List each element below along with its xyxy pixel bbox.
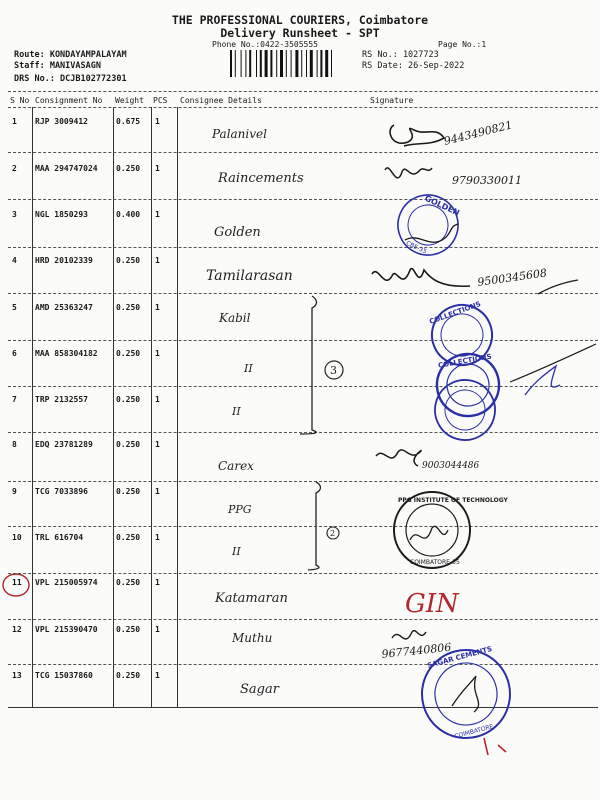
barcode-bar: [331, 50, 332, 77]
row-consignee: II: [232, 405, 241, 418]
row-consignee: Muthu: [232, 631, 273, 645]
stamp-text: COLLECTIONS: [428, 299, 482, 327]
column-header-signature: Signature: [370, 96, 414, 105]
row-consignment: MAA 858304182: [35, 349, 98, 358]
row-pcs: 1: [155, 625, 160, 634]
stamp-text: COIMBATORE-35: [410, 559, 460, 566]
pen-stroke: [510, 344, 596, 382]
row-pcs: 1: [155, 533, 160, 542]
signature-scribble: [390, 125, 444, 146]
row-consignee: Katamaran: [215, 591, 288, 606]
row-sno: 13: [12, 671, 22, 680]
signature-phone: 9500345608: [476, 266, 548, 289]
row-weight: 0.250: [116, 578, 141, 587]
signature-scribble: [372, 269, 470, 287]
row-consignment: TCG 7033896: [35, 487, 88, 496]
barcode-bar: [260, 50, 262, 77]
column-header-weight: Weight: [115, 96, 144, 105]
row-sno: 8: [12, 440, 17, 449]
row-consignment: VPL 215005974: [35, 578, 98, 587]
signature-phone: 9790330011: [452, 174, 522, 187]
row-pcs: 1: [155, 578, 160, 587]
row-consignee: II: [232, 545, 241, 558]
stamp-text: CBE-35: [404, 239, 428, 256]
row-divider: [8, 481, 598, 482]
column-header-sno: S No: [10, 96, 30, 105]
barcode-bar: [301, 50, 302, 77]
ppg-institute-stamp: [394, 492, 508, 568]
phone-number: Phone No.:0422-3505555: [212, 40, 318, 49]
row-divider: [8, 619, 598, 620]
row-pcs: 1: [155, 349, 160, 358]
page-number: Page No.:1: [438, 40, 487, 49]
row-sno: 4: [12, 256, 17, 265]
barcode-bar: [270, 50, 272, 77]
barcode-bar: [235, 50, 236, 77]
row-sno: 12: [12, 625, 22, 634]
row-divider: [8, 152, 598, 153]
row-consignee: Raincements: [218, 171, 304, 186]
row-sno: 5: [12, 303, 17, 312]
row-sno: 9: [12, 487, 17, 496]
collections-stamp: [424, 297, 501, 374]
row-pcs: 1: [155, 117, 160, 126]
red-tick-mark: [484, 738, 506, 755]
row-divider: [8, 199, 598, 200]
row-weight: 0.250: [116, 164, 141, 173]
table-bottom-rule: [8, 707, 598, 708]
row-sno: 2: [12, 164, 17, 173]
row-divider: [8, 340, 598, 341]
row-consignee: Tamilarasan: [206, 268, 293, 284]
row-weight: 0.250: [116, 487, 141, 496]
barcode-bar: [256, 50, 257, 77]
row-weight: 0.250: [116, 533, 141, 542]
barcode-bar: [325, 50, 328, 77]
group-count-circle: [325, 361, 343, 379]
row-consignee: II: [244, 362, 253, 375]
route-label: Route: KONDAYAMPALAYAM: [14, 50, 127, 60]
group-count-2: 2: [330, 529, 336, 538]
collections-stamp: [428, 373, 501, 446]
row-consignment: NGL 1850293: [35, 210, 88, 219]
staff-label: Staff: MANIVASAGN: [14, 61, 101, 71]
barcode-bar: [320, 50, 322, 77]
signature-scribble: [376, 450, 421, 466]
row-consignment: RJP 3009412: [35, 117, 88, 126]
barcode-bar: [291, 50, 292, 77]
row-pcs: 1: [155, 671, 160, 680]
row-consignment: TRP 2132557: [35, 395, 88, 404]
row-pcs: 1: [155, 303, 160, 312]
signature-scribble: [392, 631, 426, 639]
row-weight: 0.250: [116, 440, 141, 449]
row-consignee: Palanivel: [212, 127, 267, 141]
column-divider: [32, 107, 33, 707]
column-header-consignee: Consignee Details: [180, 96, 262, 105]
drs-number: DRS No.: DCJB102772301: [14, 74, 127, 84]
row-weight: 0.400: [116, 210, 141, 219]
row-consignment: MAA 294747024: [35, 164, 98, 173]
row-consignment: AMD 25363247: [35, 303, 93, 312]
row-weight: 0.250: [116, 303, 141, 312]
column-header-consignment: Consignment No: [35, 96, 103, 105]
signature-scribble: [525, 366, 560, 395]
barcode-bar: [295, 50, 298, 77]
row-divider: [8, 573, 598, 574]
group-bracket: [300, 296, 317, 434]
signature-phone: 9003044486: [422, 461, 480, 471]
row-pcs: 1: [155, 210, 160, 219]
row-weight: 0.250: [116, 256, 141, 265]
row-pcs: 1: [155, 487, 160, 496]
row-consignee: Kabil: [219, 311, 251, 325]
group-count-circle: [327, 527, 339, 539]
column-divider: [177, 107, 178, 707]
row-divider: [8, 247, 598, 248]
row-divider: [8, 432, 598, 433]
row-consignment: TCG 15037860: [35, 671, 93, 680]
stamp-text: COLLECTIONS: [437, 352, 493, 370]
row-pcs: 1: [155, 395, 160, 404]
row-consignment: VPL 215390470: [35, 625, 98, 634]
row-weight: 0.250: [116, 395, 141, 404]
row-pcs: 1: [155, 164, 160, 173]
signature-phone: 9677440806: [380, 640, 452, 661]
row-sno: 7: [12, 395, 17, 404]
barcode-bar: [306, 50, 307, 77]
row-divider: [8, 386, 598, 387]
barcode-bar: [265, 50, 268, 77]
barcode-bar: [249, 50, 251, 77]
row-divider: [8, 664, 598, 665]
row-sno: 1: [12, 117, 17, 126]
row-weight: 0.675: [116, 117, 141, 126]
row-consignment: TRL 616704: [35, 533, 84, 542]
column-divider: [113, 107, 114, 707]
barcode-bar: [317, 50, 318, 77]
row-pcs: 1: [155, 256, 160, 265]
gin-mark: GIN: [405, 589, 459, 619]
row-sno: 10: [12, 533, 22, 542]
row-consignee: Carex: [218, 459, 254, 473]
sheet-subtitle: Delivery Runsheet - SPT: [220, 26, 380, 40]
row-pcs: 1: [155, 440, 160, 449]
barcode-bar: [276, 50, 277, 77]
rs-date: RS Date: 26-Sep-2022: [362, 61, 465, 71]
column-divider: [151, 107, 152, 707]
row-consignee: Golden: [214, 225, 261, 240]
pen-stroke: [538, 280, 578, 294]
barcode-bar: [280, 50, 283, 77]
signature-phone: 9443490821: [442, 118, 514, 148]
barcode-bar: [241, 50, 242, 77]
group-count-1: 3: [330, 364, 337, 377]
header-top-rule: [8, 91, 598, 92]
stamp-text: GOLDEN: [423, 193, 461, 218]
stamp-text: SAGAR CEMENTS: [426, 644, 494, 670]
barcode-bar: [230, 50, 232, 77]
signature-scribble: [385, 168, 432, 178]
header-bottom-rule: [8, 107, 598, 108]
signature-scribble: [410, 526, 448, 540]
row-weight: 0.250: [116, 625, 141, 634]
signature-scribble: [405, 224, 458, 242]
column-header-pcs: PCS: [153, 96, 168, 105]
barcode-bar: [286, 50, 287, 77]
barcode-bar: [245, 50, 246, 77]
rs-number: RS No.: 1027723: [362, 50, 439, 60]
row-weight: 0.250: [116, 349, 141, 358]
row-consignment: EDQ 23781289: [35, 440, 93, 449]
row-sno: 11: [12, 578, 22, 587]
row-divider: [8, 526, 598, 527]
sagar-cements-stamp: [412, 640, 520, 748]
row-sno: 6: [12, 349, 17, 358]
stamp-text: PPG INSTITUTE OF TECHNOLOGY: [398, 497, 508, 504]
row-divider: [8, 293, 598, 294]
golden-stamp: [388, 185, 468, 265]
stamp-text: COIMBATORE: [453, 723, 495, 741]
barcode-bar: [310, 50, 313, 77]
row-consignment: HRD 20102339: [35, 256, 93, 265]
row-consignee: Sagar: [240, 682, 279, 697]
row-weight: 0.250: [116, 671, 141, 680]
collections-stamp: [432, 349, 504, 421]
row-consignee: PPG: [228, 503, 252, 516]
row-sno: 3: [12, 210, 17, 219]
barcode-image: [230, 50, 355, 77]
company-title: THE PROFESSIONAL COURIERS, Coimbatore: [171, 13, 429, 27]
